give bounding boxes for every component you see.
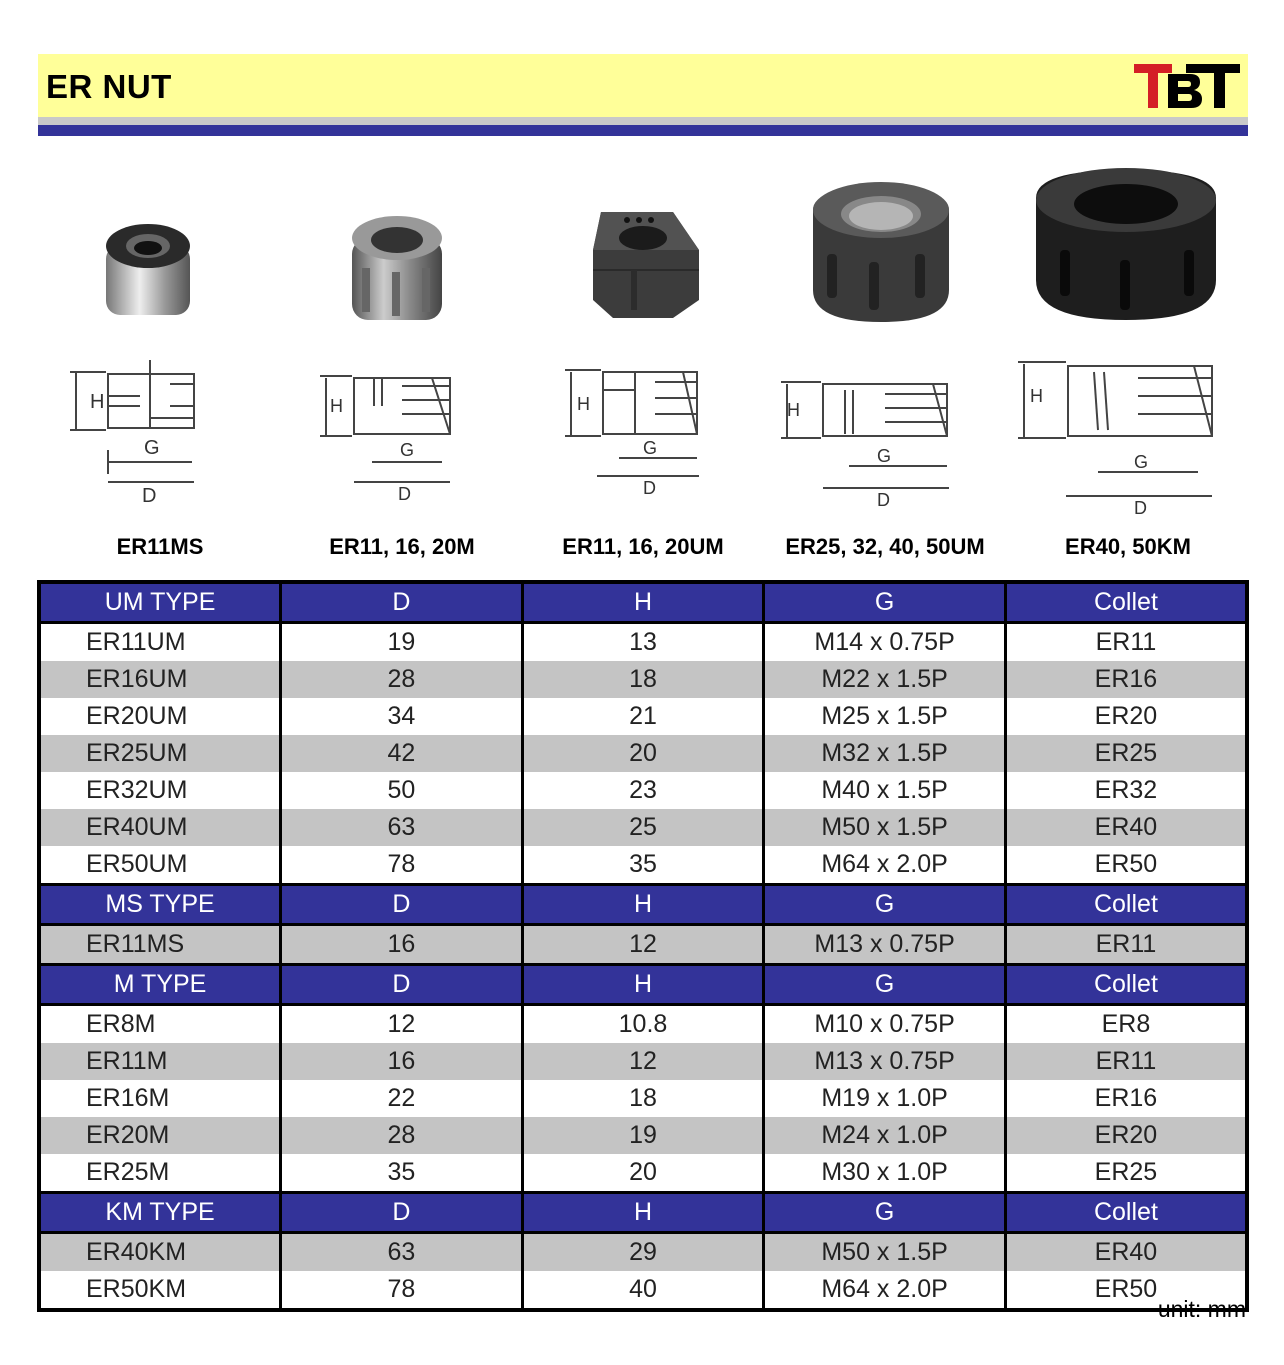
g-cell: M24 x 1.0P	[764, 1117, 1006, 1154]
drawing-label-d: D	[643, 478, 656, 498]
drawing-label-h: H	[787, 400, 800, 420]
d-cell: 63	[281, 809, 523, 846]
g-cell: M30 x 1.0P	[764, 1154, 1006, 1193]
product-um-large	[765, 150, 1005, 560]
header-cell: Collet	[1005, 582, 1247, 623]
um-large-drawing	[765, 350, 1005, 520]
g-cell: M64 x 2.0P	[764, 846, 1006, 885]
header-cell: D	[281, 965, 523, 1005]
h-cell: 29	[522, 1233, 764, 1272]
table-row	[39, 809, 1247, 846]
drawing-label-h: H	[1030, 386, 1043, 406]
collet-cell: ER50	[1005, 846, 1247, 885]
g-cell: M50 x 1.5P	[764, 809, 1006, 846]
header-rule-blue	[38, 125, 1248, 136]
spec-table	[37, 580, 1249, 1312]
product-um-small	[523, 150, 763, 560]
header-cell: G	[764, 582, 1006, 623]
h-cell: 10.8	[522, 1005, 764, 1044]
g-cell: M64 x 2.0P	[764, 1271, 1006, 1310]
h-cell: 12	[522, 1043, 764, 1080]
g-cell: M22 x 1.5P	[764, 661, 1006, 698]
collet-cell: ER20	[1005, 698, 1247, 735]
collet-cell: ER11	[1005, 925, 1247, 965]
g-cell: M50 x 1.5P	[764, 1233, 1006, 1272]
product-caption: ER11MS	[116, 534, 204, 559]
header-cell: KM TYPE	[39, 1193, 281, 1233]
h-cell: 35	[522, 846, 764, 885]
table-row	[39, 1117, 1247, 1154]
model-cell: ER25M	[39, 1154, 281, 1193]
g-cell: M13 x 0.75P	[764, 925, 1006, 965]
page-title: ER NUT	[46, 68, 172, 105]
g-cell: M10 x 0.75P	[764, 1005, 1006, 1044]
h-cell: 20	[522, 735, 764, 772]
header-cell: D	[281, 885, 523, 925]
m-type-photo	[282, 150, 522, 330]
um-small-drawing	[523, 350, 763, 520]
h-cell: 13	[522, 623, 764, 662]
header-cell: G	[764, 885, 1006, 925]
unit-note: unit: mm	[1157, 1296, 1246, 1322]
collet-cell: ER50	[1005, 1271, 1247, 1310]
table-row	[39, 698, 1247, 735]
drawing-label-d: D	[398, 484, 411, 504]
h-cell: 23	[522, 772, 764, 809]
table-row	[39, 1080, 1247, 1117]
d-cell: 28	[281, 1117, 523, 1154]
model-cell: ER50KM	[39, 1271, 281, 1310]
collet-cell: ER11	[1005, 623, 1247, 662]
collet-cell: ER40	[1005, 1233, 1247, 1272]
header-cell: M TYPE	[39, 965, 281, 1005]
section-header-um	[39, 582, 1247, 623]
g-cell: M25 x 1.5P	[764, 698, 1006, 735]
table-row	[39, 1154, 1247, 1193]
h-cell: 20	[522, 1154, 764, 1193]
table-row	[39, 846, 1247, 885]
header-cell: Collet	[1005, 885, 1247, 925]
header-cell: G	[764, 965, 1006, 1005]
header-cell: UM TYPE	[39, 582, 281, 623]
drawing-label-g: G	[643, 438, 658, 458]
model-cell: ER11MS	[39, 925, 281, 965]
collet-cell: ER32	[1005, 772, 1247, 809]
table-row	[39, 925, 1247, 965]
product-caption: ER25, 32, 40, 50UM	[785, 534, 985, 559]
drawing-label-d: D	[142, 485, 157, 507]
model-cell: ER40KM	[39, 1233, 281, 1272]
tbt-logo	[1134, 60, 1242, 112]
h-cell: 25	[522, 809, 764, 846]
m-type-drawing	[282, 350, 522, 520]
header-band	[38, 54, 1248, 117]
d-cell: 50	[281, 772, 523, 809]
model-cell: ER16M	[39, 1080, 281, 1117]
header-cell: Collet	[1005, 965, 1247, 1005]
collet-cell: ER16	[1005, 661, 1247, 698]
header-cell: G	[764, 1193, 1006, 1233]
table-row	[39, 1271, 1247, 1310]
model-cell: ER11UM	[39, 623, 281, 662]
collet-cell: ER11	[1005, 1043, 1247, 1080]
d-cell: 16	[281, 925, 523, 965]
km-type-drawing	[1008, 350, 1248, 520]
header-cell: MS TYPE	[39, 885, 281, 925]
h-cell: 21	[522, 698, 764, 735]
d-cell: 78	[281, 846, 523, 885]
d-cell: 22	[281, 1080, 523, 1117]
model-cell: ER50UM	[39, 846, 281, 885]
model-cell: ER25UM	[39, 735, 281, 772]
d-cell: 34	[281, 698, 523, 735]
header-cell: H	[522, 582, 764, 623]
um-large-photo	[765, 150, 1005, 330]
collet-cell: ER16	[1005, 1080, 1247, 1117]
product-km-type	[1008, 150, 1248, 560]
d-cell: 19	[281, 623, 523, 662]
collet-cell: ER8	[1005, 1005, 1247, 1044]
header-rule-gray	[38, 117, 1248, 125]
section-header-km	[39, 1193, 1247, 1233]
model-cell: ER32UM	[39, 772, 281, 809]
g-cell: M13 x 0.75P	[764, 1043, 1006, 1080]
d-cell: 42	[281, 735, 523, 772]
drawing-label-h: H	[330, 396, 343, 416]
g-cell: M14 x 0.75P	[764, 623, 1006, 662]
table-row	[39, 623, 1247, 662]
model-cell: ER20UM	[39, 698, 281, 735]
table-row	[39, 1043, 1247, 1080]
table-row	[39, 1233, 1247, 1272]
d-cell: 16	[281, 1043, 523, 1080]
h-cell: 18	[522, 661, 764, 698]
model-cell: ER20M	[39, 1117, 281, 1154]
collet-cell: ER25	[1005, 1154, 1247, 1193]
collet-cell: ER25	[1005, 735, 1247, 772]
er11ms-drawing	[40, 350, 280, 520]
d-cell: 78	[281, 1271, 523, 1310]
product-er11ms	[40, 150, 280, 560]
drawing-label-h: H	[90, 391, 105, 413]
table-row	[39, 772, 1247, 809]
g-cell: M32 x 1.5P	[764, 735, 1006, 772]
d-cell: 63	[281, 1233, 523, 1272]
model-cell: ER8M	[39, 1005, 281, 1044]
product-m-type	[282, 150, 522, 560]
collet-cell: ER40	[1005, 809, 1247, 846]
drawing-label-g: G	[877, 446, 892, 466]
header-cell: D	[281, 582, 523, 623]
model-cell: ER16UM	[39, 661, 281, 698]
d-cell: 35	[281, 1154, 523, 1193]
header-cell: H	[522, 885, 764, 925]
product-caption: ER40, 50KM	[1065, 534, 1191, 559]
h-cell: 12	[522, 925, 764, 965]
header-cell: H	[522, 965, 764, 1005]
h-cell: 19	[522, 1117, 764, 1154]
table-row	[39, 661, 1247, 698]
g-cell: M19 x 1.0P	[764, 1080, 1006, 1117]
section-header-ms	[39, 885, 1247, 925]
g-cell: M40 x 1.5P	[764, 772, 1006, 809]
drawing-label-h: H	[577, 394, 590, 414]
drawing-label-g: G	[144, 437, 160, 459]
um-small-photo	[523, 150, 763, 330]
table-row	[39, 735, 1247, 772]
drawing-label-d: D	[1134, 498, 1147, 518]
model-cell: ER40UM	[39, 809, 281, 846]
section-header-m	[39, 965, 1247, 1005]
header-cell: Collet	[1005, 1193, 1247, 1233]
collet-cell: ER20	[1005, 1117, 1247, 1154]
h-cell: 18	[522, 1080, 764, 1117]
km-type-photo	[1008, 150, 1248, 330]
header-cell: D	[281, 1193, 523, 1233]
product-caption: ER11, 16, 20M	[329, 534, 475, 559]
d-cell: 12	[281, 1005, 523, 1044]
er11ms-photo	[40, 150, 280, 330]
drawing-label-g: G	[400, 440, 415, 460]
h-cell: 40	[522, 1271, 764, 1310]
product-caption: ER11, 16, 20UM	[562, 534, 724, 559]
drawing-label-d: D	[877, 490, 890, 510]
header-cell: H	[522, 1193, 764, 1233]
table-row	[39, 1005, 1247, 1044]
d-cell: 28	[281, 661, 523, 698]
drawing-label-g: G	[1134, 452, 1149, 472]
model-cell: ER11M	[39, 1043, 281, 1080]
